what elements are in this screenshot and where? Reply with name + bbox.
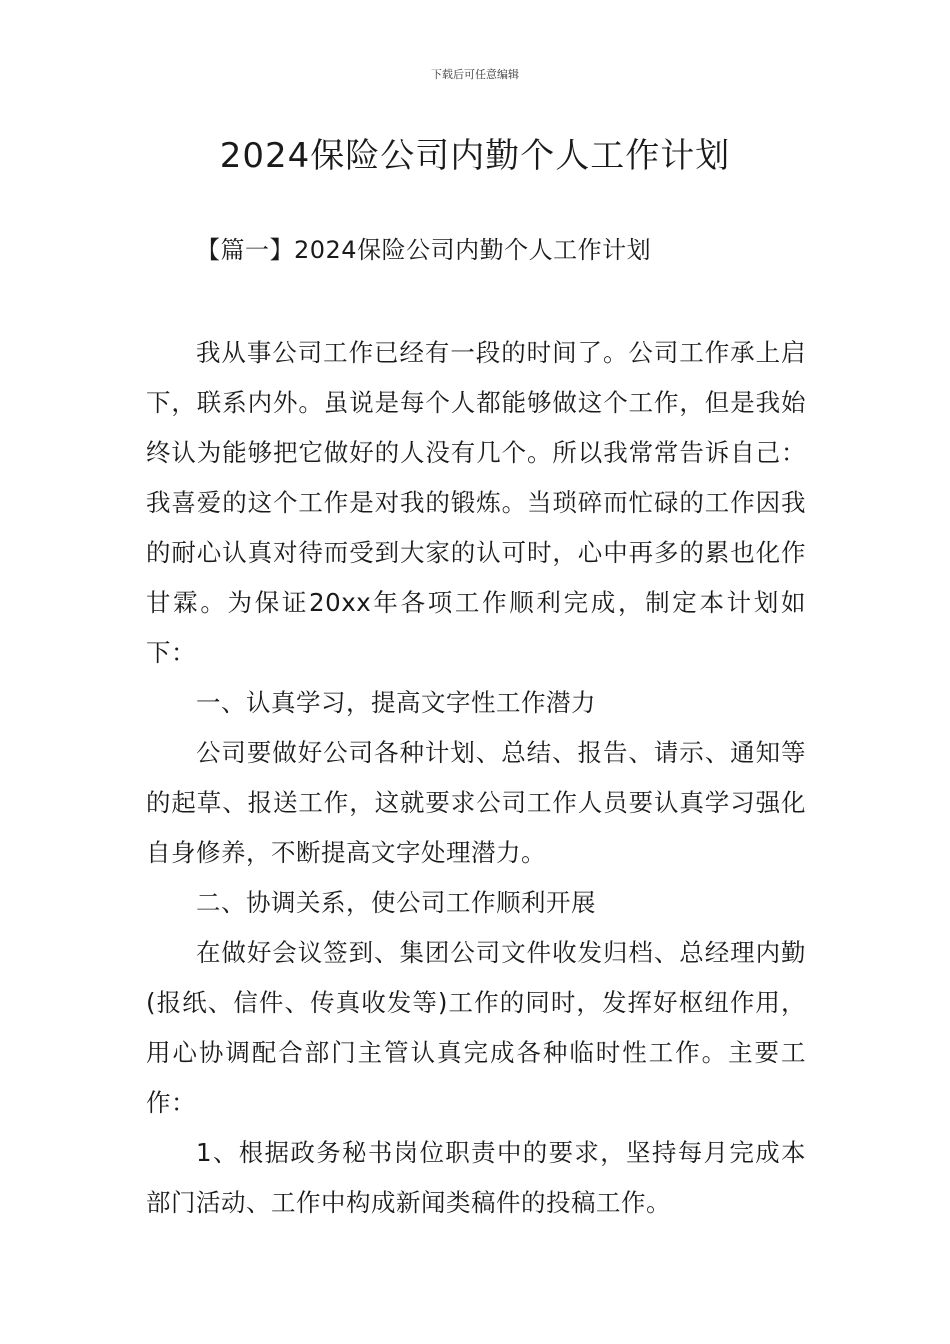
body-text xyxy=(146,328,806,1228)
header-note: 下载后可任意编辑 xyxy=(431,68,519,81)
section-heading: 【篇一】2024保险公司内勤个人工作计划 xyxy=(196,236,652,264)
paragraph-item-2: 在做好会议签到、集团公司文件收发归档、总经理内勤(报纸、信件、传真收发等)工作的同时，发挥好枢纽作用，用心协调配合部门主管认真完成各种临时性工作。主要工作： xyxy=(146,938,806,1117)
paragraph-item-1: 公司要做好公司各种计划、总结、报告、请示、通知等的起草、报送工作，这就要求公司工作人员要认真学习强化自身修养，不断提高文字处理潜力。 xyxy=(146,738,806,867)
document-title: 2024保险公司内勤个人工作计划 xyxy=(219,136,731,176)
paragraph-heading-1: 一、认真学习，提高文字性工作潜力 xyxy=(196,688,596,717)
paragraph-intro: 我从事公司工作已经有一段的时间了。公司工作承上启下，联系内外。虽说是每个人都能够做这个工作，但是我始终认为能够把它做好的人没有几个。所以我常常告诉自己：我喜爱的这个工作是对我的锻炼。当琐碎而忙碌的工作因我的耐心认真对待而受到大家的认可时，心中再多的累也化作甘霖。为保证20xx年各项工作顺利完成，制定本计划如下： xyxy=(146,338,806,667)
paragraph-heading-2: 二、协调关系，使公司工作顺利开展 xyxy=(196,888,596,917)
paragraph-item-3: 1、根据政务秘书岗位职责中的要求，坚持每月完成本部门活动、工作中构成新闻类稿件的投稿工作。 xyxy=(146,1138,806,1217)
